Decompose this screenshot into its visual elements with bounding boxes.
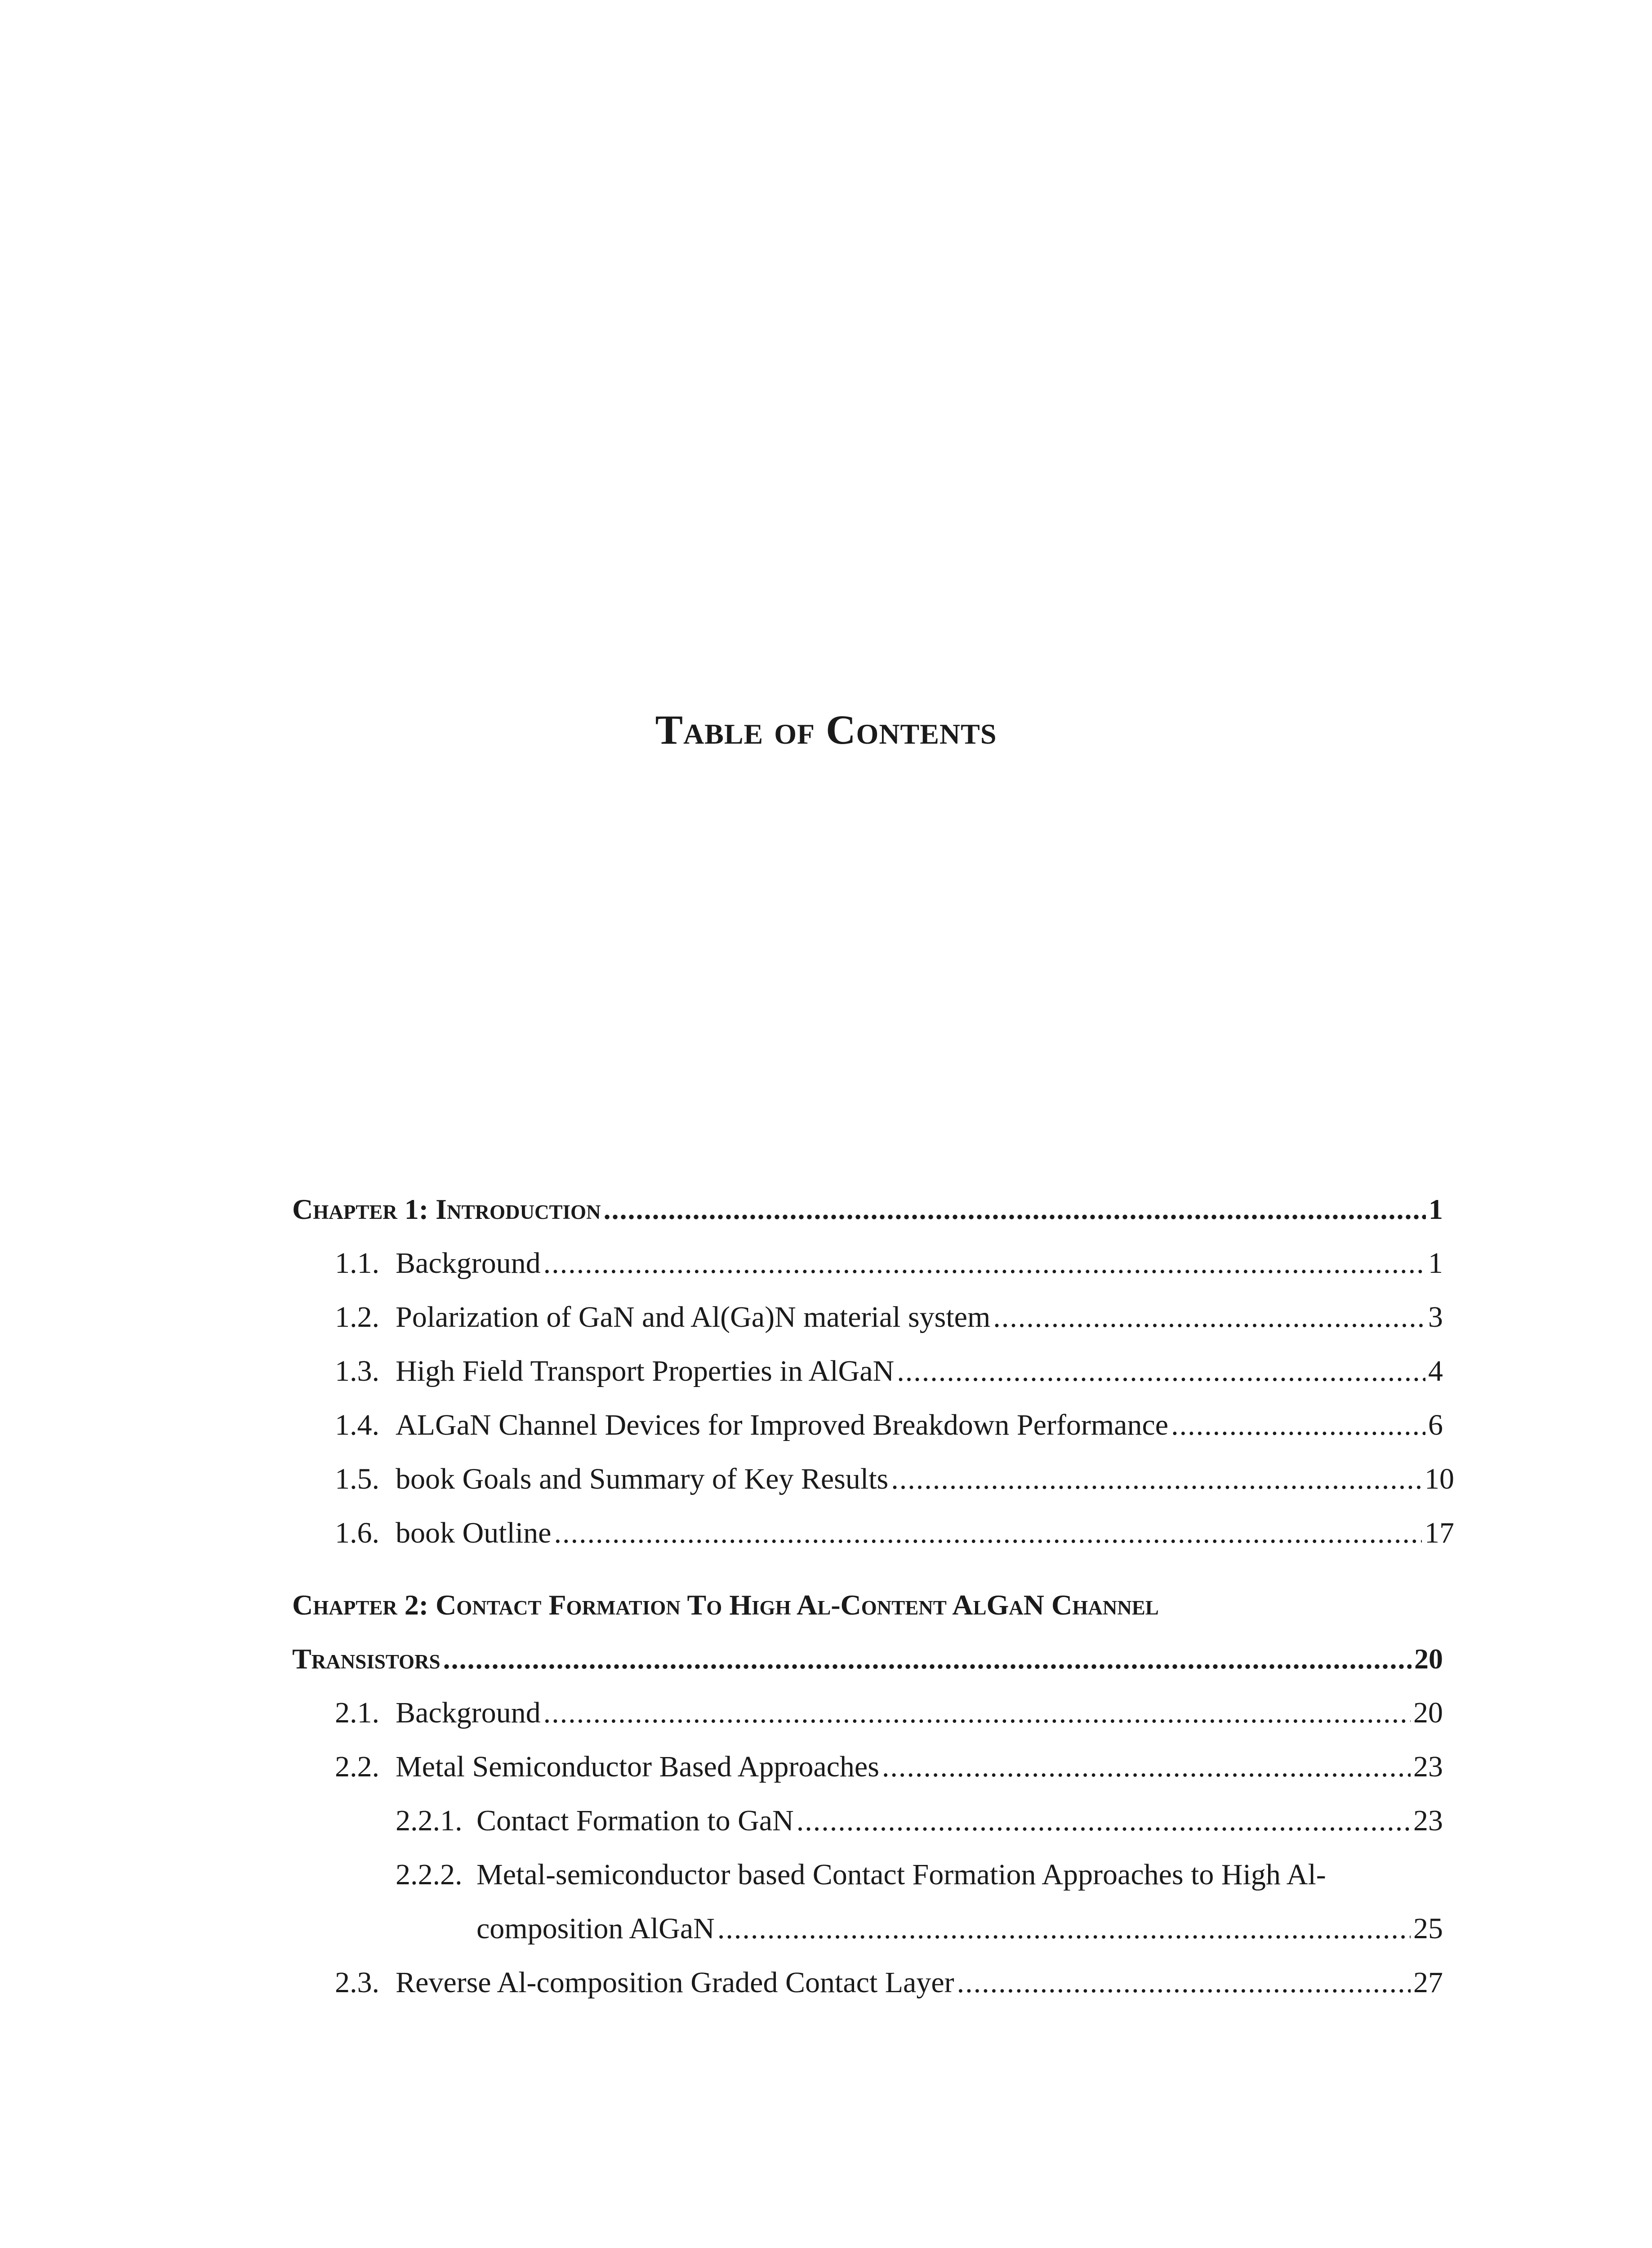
toc-entry-2-3[interactable]: [292, 1956, 1443, 2010]
toc-entry-1-5[interactable]: [292, 1452, 1454, 1506]
toc-page-number: 23: [1413, 1750, 1443, 1783]
toc-entry-label: High Field Transport Properties in AlGaN: [396, 1355, 895, 1387]
toc-entry-1-6[interactable]: [292, 1506, 1454, 1560]
toc-page-number: 1: [1428, 1247, 1443, 1280]
toc-page-number: 20: [1413, 1696, 1443, 1729]
dot-leader: [603, 1182, 1426, 1236]
toc-entry-2-2-1[interactable]: [292, 1794, 1443, 1848]
toc-entry-label: Chapter 2: Contact Formation To High Al-Content AlGaN Channel: [292, 1589, 1159, 1621]
toc-entry-chapter-2-line-2[interactable]: [292, 1632, 1443, 1686]
toc-section-number: 2.2.1.: [396, 1804, 463, 1837]
toc-page-number: 1: [1429, 1193, 1443, 1225]
dot-leader: [891, 1452, 1422, 1506]
toc-entry-label: composition AlGaN: [476, 1912, 715, 1945]
toc-entry-chapter-2-line-1[interactable]: [292, 1578, 1443, 1632]
page-title: Table of Contents: [655, 707, 997, 753]
toc-entry-chapter-1[interactable]: [292, 1182, 1443, 1236]
dot-leader: [1171, 1398, 1425, 1452]
toc-section-number: 2.3.: [335, 1966, 379, 1999]
toc-section-number: 2.2.2.: [396, 1858, 463, 1891]
toc-page-number: 25: [1413, 1912, 1443, 1945]
toc-entry-label: Background: [396, 1247, 541, 1280]
toc-section-number: 1.2.: [335, 1301, 379, 1334]
table-of-contents: [292, 1182, 1454, 2010]
dot-leader: [717, 1902, 1411, 1956]
toc-page-number: 4: [1428, 1355, 1443, 1387]
toc-entry-2-1[interactable]: [292, 1686, 1443, 1740]
toc-entry-label: Reverse Al-composition Graded Contact Layer: [396, 1966, 954, 1999]
toc-entry-label: book Goals and Summary of Key Results: [396, 1463, 889, 1495]
toc-entry-label: Contact Formation to GaN: [476, 1804, 794, 1837]
toc-entry-label: ALGaN Channel Devices for Improved Breakdown Performance: [396, 1409, 1169, 1441]
toc-entry-1-1[interactable]: [292, 1236, 1443, 1290]
dot-leader: [443, 1632, 1412, 1686]
toc-entry-label: book Outline: [396, 1517, 552, 1549]
dot-leader: [543, 1686, 1411, 1740]
toc-page-number: 10: [1425, 1463, 1454, 1495]
dot-leader: [957, 1956, 1411, 2010]
toc-section-number: 1.5.: [335, 1463, 379, 1495]
toc-entry-label: Background: [396, 1696, 541, 1729]
toc-entry-label: Chapter 1: Introduction: [292, 1193, 601, 1225]
toc-section-number: 1.3.: [335, 1355, 379, 1387]
toc-page-number: 3: [1428, 1301, 1443, 1334]
toc-section-number: 1.1.: [335, 1247, 379, 1280]
toc-entry-label: Metal Semiconductor Based Approaches: [396, 1750, 879, 1783]
dot-leader: [543, 1236, 1425, 1290]
dot-leader: [797, 1794, 1411, 1848]
toc-entry-2-2-2-line-2[interactable]: [292, 1902, 1443, 1956]
toc-section-number: 2.2.: [335, 1750, 379, 1783]
toc-page-number: 17: [1425, 1517, 1454, 1549]
toc-section-number: 2.1.: [335, 1696, 379, 1729]
toc-entry-label: Polarization of GaN and Al(Ga)N material system: [396, 1301, 991, 1334]
toc-section-number: 1.6.: [335, 1517, 379, 1549]
dot-leader: [882, 1740, 1411, 1794]
toc-entry-label: Transistors: [292, 1643, 441, 1675]
toc-entry-label: Metal-semiconductor based Contact Formation Approaches to High Al-: [476, 1858, 1326, 1891]
toc-page-number: 27: [1413, 1966, 1443, 1999]
toc-page-number: 6: [1428, 1409, 1443, 1441]
dot-leader: [554, 1506, 1422, 1560]
toc-section-number: 1.4.: [335, 1409, 379, 1441]
toc-entry-2-2-2-line-1[interactable]: [292, 1848, 1443, 1902]
dot-leader: [993, 1290, 1425, 1344]
toc-page-number: 23: [1413, 1804, 1443, 1837]
toc-entry-1-4[interactable]: [292, 1398, 1443, 1452]
toc-entry-1-3[interactable]: [292, 1344, 1443, 1398]
toc-entry-1-2[interactable]: [292, 1290, 1443, 1344]
toc-page-number: 20: [1414, 1643, 1443, 1675]
dot-leader: [897, 1344, 1425, 1398]
toc-entry-2-2[interactable]: [292, 1740, 1443, 1794]
